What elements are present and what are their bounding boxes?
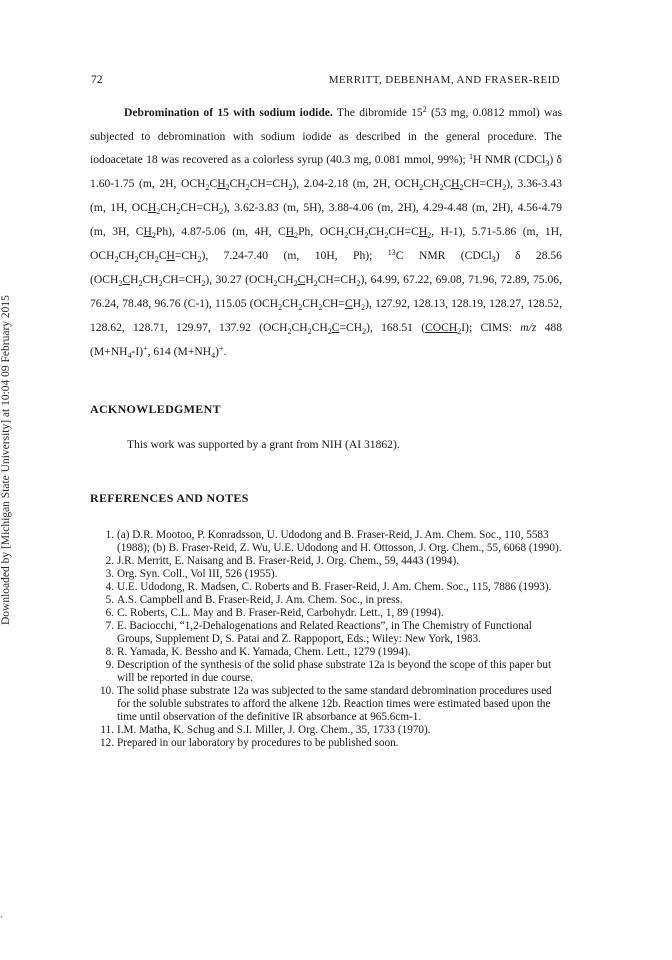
reference-item: 9. Description of the synthesis of the solid phase substrate 12a is beyond the scope of this paper but will be reported in due course.	[105, 659, 552, 684]
experimental-title: Debromination of 15 with sodium iodide.	[124, 106, 333, 119]
references-heading: REFERENCES AND NOTES	[90, 491, 249, 505]
reference-item: 10. The solid phase substrate 12a was subjected to the same standard debromination procedures used for the soluble substrates to afford the alkene 12b. Reaction times were estimated based upon the time until observation of the definitive IR absorbance at 965.6cm-1.	[100, 685, 552, 723]
acknowledgment-heading: ACKNOWLEDGMENT	[90, 402, 221, 416]
reference-item: 7. E. Baciocchi, “1,2-Dehalogenations and Related Reactions”, in The Chemistry of Functional Groups, Supplement D, S. Patai and Z. Rappoport, Eds.; Wiley: New York, 1983.	[105, 620, 532, 645]
reference-item: 2. J.R. Merritt, E. Naisang and B. Fraser-Reid, J. Org. Chem., 59, 4443 (1994).	[105, 555, 459, 567]
stray-mark: `	[0, 916, 4, 927]
download-watermark: Downloaded by [Michigan State University] at 10:04 09 February 2015	[0, 295, 12, 625]
reference-item: 8. R. Yamada, K. Bessho and K. Yamada, Chem. Lett., 1279 (1994).	[105, 646, 411, 658]
page-number: 72	[91, 74, 103, 86]
running-head: MERRITT, DEBENHAM, AND FRASER-REID	[328, 74, 560, 86]
reference-item: 6. C. Roberts, C.L. May and B. Fraser-Reid, Carbohydr. Lett., 1, 89 (1994).	[105, 607, 444, 619]
experimental-paragraph: Debromination of 15 with sodium iodide. The dibromide $15^2$ (53 mg, 0.0812 mmol) was subjected to debromination with sodium iodide as described in the general procedure. The iodoacetate 18 was recovered as a colorless syrup (40.3 mg, 0.081 mmol, 99%); $^1$H NMR (CDCl$_3$) δ 1.60-1.75 (m, 2H, $OCH_2CH_2CH_2CH=CH_2$), 2.04-2.18 (m, 2H, $OCH_2CH_2CH_2CH=CH_2$), 3.36-3.43 (m, 1H, $OCH_2CH_2CH=CH_2$), 3.62-3.83 (m, 5H), 3.88-4.06 (m, 2H), 4.29-4.48 (m, 2H), 4.56-4.79 (m, 3H, $CH_2Ph$), 4.87-5.06 (m, 4H, $CH_2Ph$, $OCH_2CH_2CH_2CH=CH_2$, H-1), 5.71-5.86 (m, 1H, $OCH_2CH_2CH_2CH=CH_2$), 7.24-7.40 (m, 10H, Ph); $^{13}$C NMR (CDCl$_3$) δ 28.56 $(OCH_2CH_2CH_2CH=CH_2)$, 30.27 $(OCH_2CH_2CH_2CH=CH_2)$, 64.99, 67.22, 69.08, 71.96, 72.89, 75.06, 76.24, 78.48, 96.76 (C-1), 115.05 $(OCH_2CH_2CH_2CH=CH_2)$, 127.92, 128.13, 128.19, 128.27, 128.52, 128.62, 128.71, 129.97, 137.92 $(OCH_2CH_2CH_2C=CH_2)$, 168.51 $(COCH_2I)$; CIMS: m/z 488 $(M+NH_4-I)^+$, 614 $(M+NH_4)^+$.	[90, 105, 563, 360]
reference-item: 1. (a) D.R. Mootoo, P. Konradsson, U. Udodong and B. Fraser-Reid, J. Am. Chem. Soc., 110, 5583 (1988); (b) B. Fraser-Reid, Z. Wu, U.E. Udodong and H. Ottosson, J. Org. Chem., 55, 6068 (1990).	[105, 529, 562, 554]
reference-item: 5. A.S. Campbell and B. Fraser-Reid, J. Am. Chem. Soc., in press.	[105, 594, 403, 606]
reference-item: 4. U.E. Udodong, R. Madsen, C. Roberts and B. Fraser-Reid, J. Am. Chem. Soc., 115, 7886 (1993).	[105, 581, 552, 593]
reference-item: 12. Prepared in our laboratory by procedures to be published soon.	[100, 737, 399, 749]
reference-item: 11. I.M. Matha, K. Schug and S.I. Miller, J. Org. Chem., 35, 1733 (1970).	[100, 724, 431, 736]
references-list	[90, 529, 562, 750]
acknowledgment-text: This work was supported by a grant from NIH (AI 31862).	[127, 438, 400, 451]
reference-item: 3. Org. Syn. Coll., Vol III, 526 (1955).	[105, 568, 278, 580]
